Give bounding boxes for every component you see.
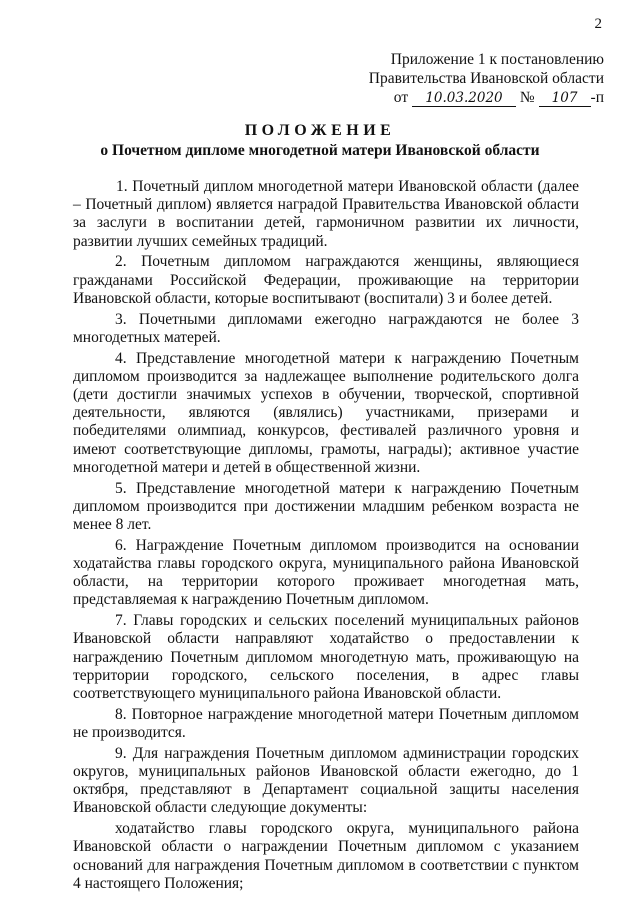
appendix-header [369, 50, 604, 107]
number-suffix: -п [590, 89, 604, 106]
number-label: № [519, 89, 535, 106]
appendix-line-1: Приложение 1 к постановлению [390, 51, 604, 68]
from-label: от [393, 89, 409, 106]
document-subtitle: о Почетном дипломе многодетной матери Ивановской области [100, 142, 540, 159]
handwritten-date: 10.03.2020 [412, 91, 516, 107]
document-title: ПОЛОЖЕНИЕ [244, 122, 396, 139]
paragraph-6: 6. Награждение Почетным дипломом производится на основании ходатайства главы городского округа, муниципального района Ивановской области, на территории которого проживает многодетная мать, представляемая к награждению Почетным дипломом. [73, 536, 579, 609]
paragraph-9: 9. Для награждения Почетным дипломом администрации городских округов, муниципальных районов Ивановской области ежегодно, до 1 октября, представляют в Департамент социальной защиты населения Ивановской области следующие документы: [73, 744, 579, 817]
paragraph-1: 1. Почетный диплом многодетной матери Ивановской области (далее – Почетный диплом) является наградой Правительства Ивановской области за заслуги в воспитании детей, гармоничном развитии их личности, развитии лучших семейных традиций. [73, 178, 579, 250]
document-body [73, 178, 579, 896]
paragraph-7: 7. Главы городских и сельских поселений муниципальных районов Ивановской области направляют ходатайство о предоставлении к награждению Почетным дипломом многодетную мать, проживающую на территории городского, сельского поселения, в адрес главы соответствующего муниципального района Ивановской области. [73, 612, 579, 703]
handwritten-number: 107 [539, 91, 591, 107]
paragraph-8: 8. Повторное награждение многодетной матери Почетным дипломом не производится. [73, 705, 579, 742]
paragraph-5: 5. Представление многодетной матери к награждению Почетным дипломом производится при достижении младшим ребенком возраста не менее 8 лет. [73, 479, 579, 534]
paragraph-4: 4. Представление многодетной матери к награждению Почетным дипломом производится за надлежащее выполнение родительского долга (дети достигли значимых успехов в обучении, творческой, спортивной деятельности, являются (являлись) участниками, призерами и победителями олимпиад, конкурсов, фестивалей различного уровня и имеют соответствующие дипломы, грамоты, награды); активное участие многодетной матери и детей в общественной жизни. [73, 349, 579, 476]
paragraph-3: 3. Почетными дипломами ежегодно награждаются не более 3 многодетных матерей. [73, 310, 579, 346]
appendix-line-3 [369, 88, 604, 107]
appendix-line-2: Правительства Ивановской области [368, 70, 604, 87]
page-number: 2 [594, 16, 602, 32]
paragraph-9-item: ходатайство главы городского округа, муниципального района Ивановской области о награждении Почетным дипломом с указанием оснований для награждения Почетным дипломом в соответствии с пунктом 4 настоящего Положения; [73, 820, 579, 892]
paragraph-2: 2. Почетным дипломом награждаются женщины, являющиеся гражданами Российской Федерации, проживающие на территории Ивановской области, которые воспитывают (воспитали) 3 и более детей. [73, 253, 579, 307]
